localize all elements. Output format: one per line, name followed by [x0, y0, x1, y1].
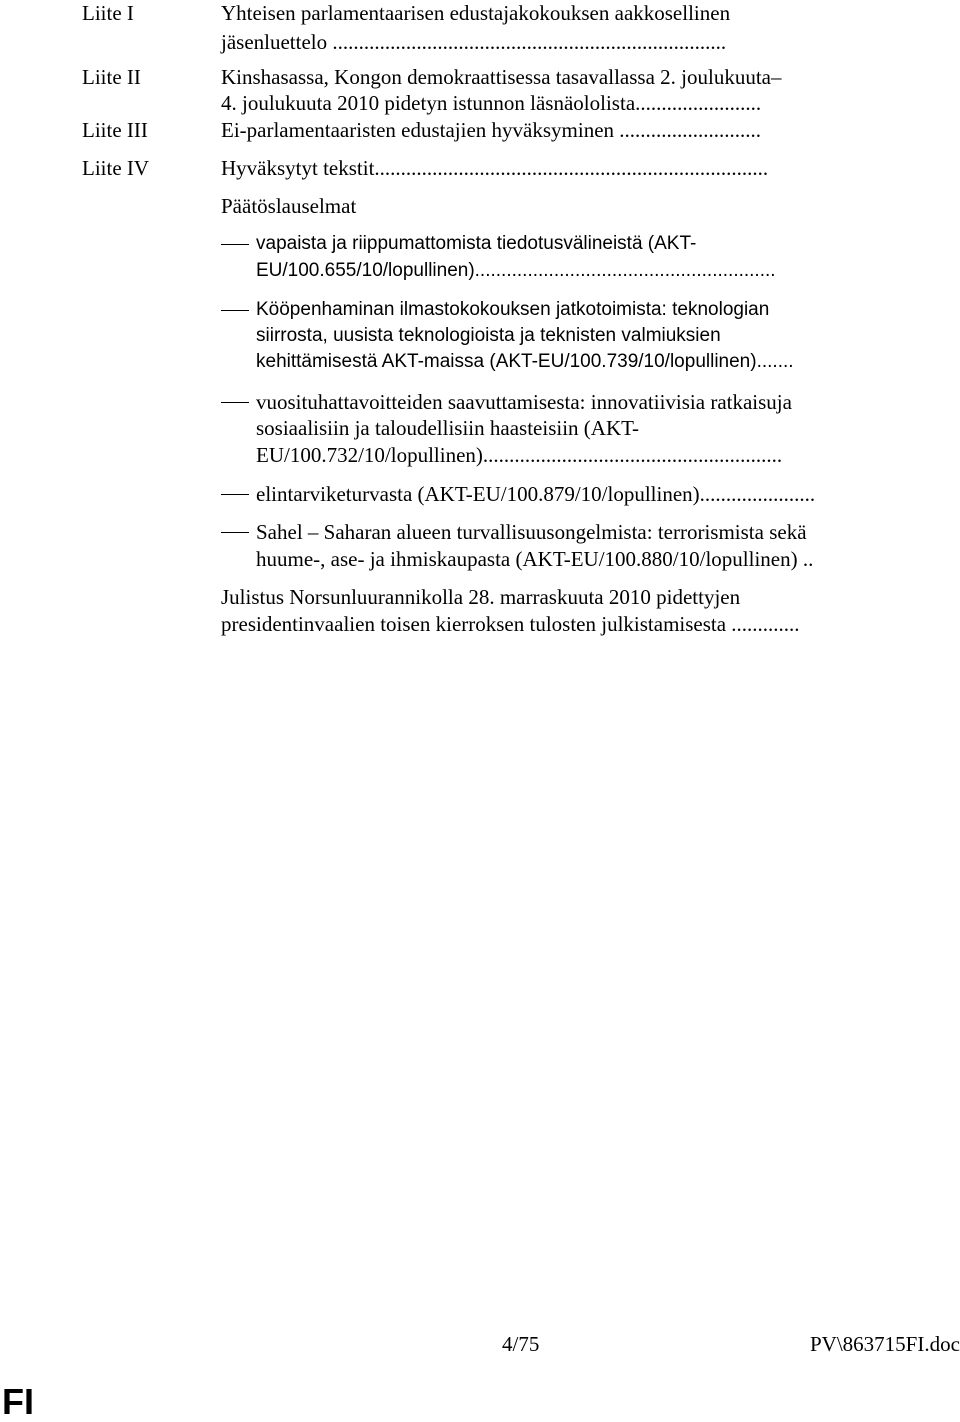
- resolution-2-line-3: kehittämisestä AKT-maissa (AKT-EU/100.739/10/lopullinen).......: [256, 351, 794, 372]
- resolution-5-line-1: Sahel – Saharan alueen turvallisuusongelmista: terrorismista sekä: [256, 520, 807, 544]
- resolution-1-line-2: EU/100.655/10/lopullinen).........................................................: [256, 260, 776, 281]
- annex-label-ii: Liite II: [82, 65, 141, 89]
- annex-label-i: Liite I: [82, 1, 134, 25]
- declaration-line-2: presidentinvaalien toisen kierroksen tulosten julkistamisesta .............: [221, 612, 800, 636]
- page-number: 4/75: [502, 1332, 540, 1356]
- resolution-5-line-2: huume-, ase- ja ihmiskaupasta (AKT-EU/100.880/10/lopullinen) ..: [256, 547, 814, 571]
- annex-iii-title: Ei-parlamentaaristen edustajien hyväksyminen ...........................: [221, 118, 762, 142]
- resolution-3-line-2: sosiaalisiin ja taloudellisiin haasteisiin (AKT-: [256, 416, 640, 440]
- annex-i-title-line-1: Yhteisen parlamentaarisen edustajakokouksen aakkosellinen: [221, 1, 731, 25]
- annex-iv-title: Hyväksytyt tekstit...........................................................................: [221, 156, 769, 180]
- resolution-4-line-1: elintarviketurvasta (AKT-EU/100.879/10/lopullinen)......................: [256, 482, 816, 506]
- resolution-1-line-1: vapaista ja riippumattomista tiedotusvälineistä (AKT-: [256, 233, 697, 254]
- dash-marker: [221, 519, 251, 545]
- annex-ii-title-line-1: Kinshasassa, Kongon demokraattisessa tasavallassa 2. joulukuuta–: [221, 65, 782, 89]
- resolution-3-line-3: EU/100.732/10/lopullinen).........................................................: [256, 443, 783, 467]
- dash-marker: [221, 481, 251, 507]
- declaration-line-1: Julistus Norsunluurannikolla 28. marraskuuta 2010 pidettyjen: [221, 585, 741, 609]
- dash-marker: [221, 231, 251, 257]
- document-reference: PV\863715FI.doc: [810, 1332, 960, 1356]
- annex-i-title-line-2: jäsenluettelo ...........................................................................: [221, 30, 727, 54]
- resolution-2-line-2: siirrosta, uusista teknologioista ja teknisten valmiuksien: [256, 325, 721, 346]
- language-code: FI: [2, 1381, 34, 1422]
- resolutions-heading: Päätöslauselmat: [221, 194, 357, 218]
- resolution-3-line-1: vuosituhattavoitteiden saavuttamisesta: innovatiivisia ratkaisuja: [256, 390, 792, 414]
- annex-label-iv: Liite IV: [82, 156, 150, 180]
- dash-marker: [221, 389, 251, 415]
- dash-marker: [221, 297, 251, 323]
- annex-label-iii: Liite III: [82, 118, 148, 142]
- resolution-2-line-1: Kööpenhaminan ilmastokokouksen jatkotoimista: teknologian: [256, 299, 770, 320]
- annex-ii-title-line-2: 4. joulukuuta 2010 pidetyn istunnon läsnäololista........................: [221, 91, 762, 115]
